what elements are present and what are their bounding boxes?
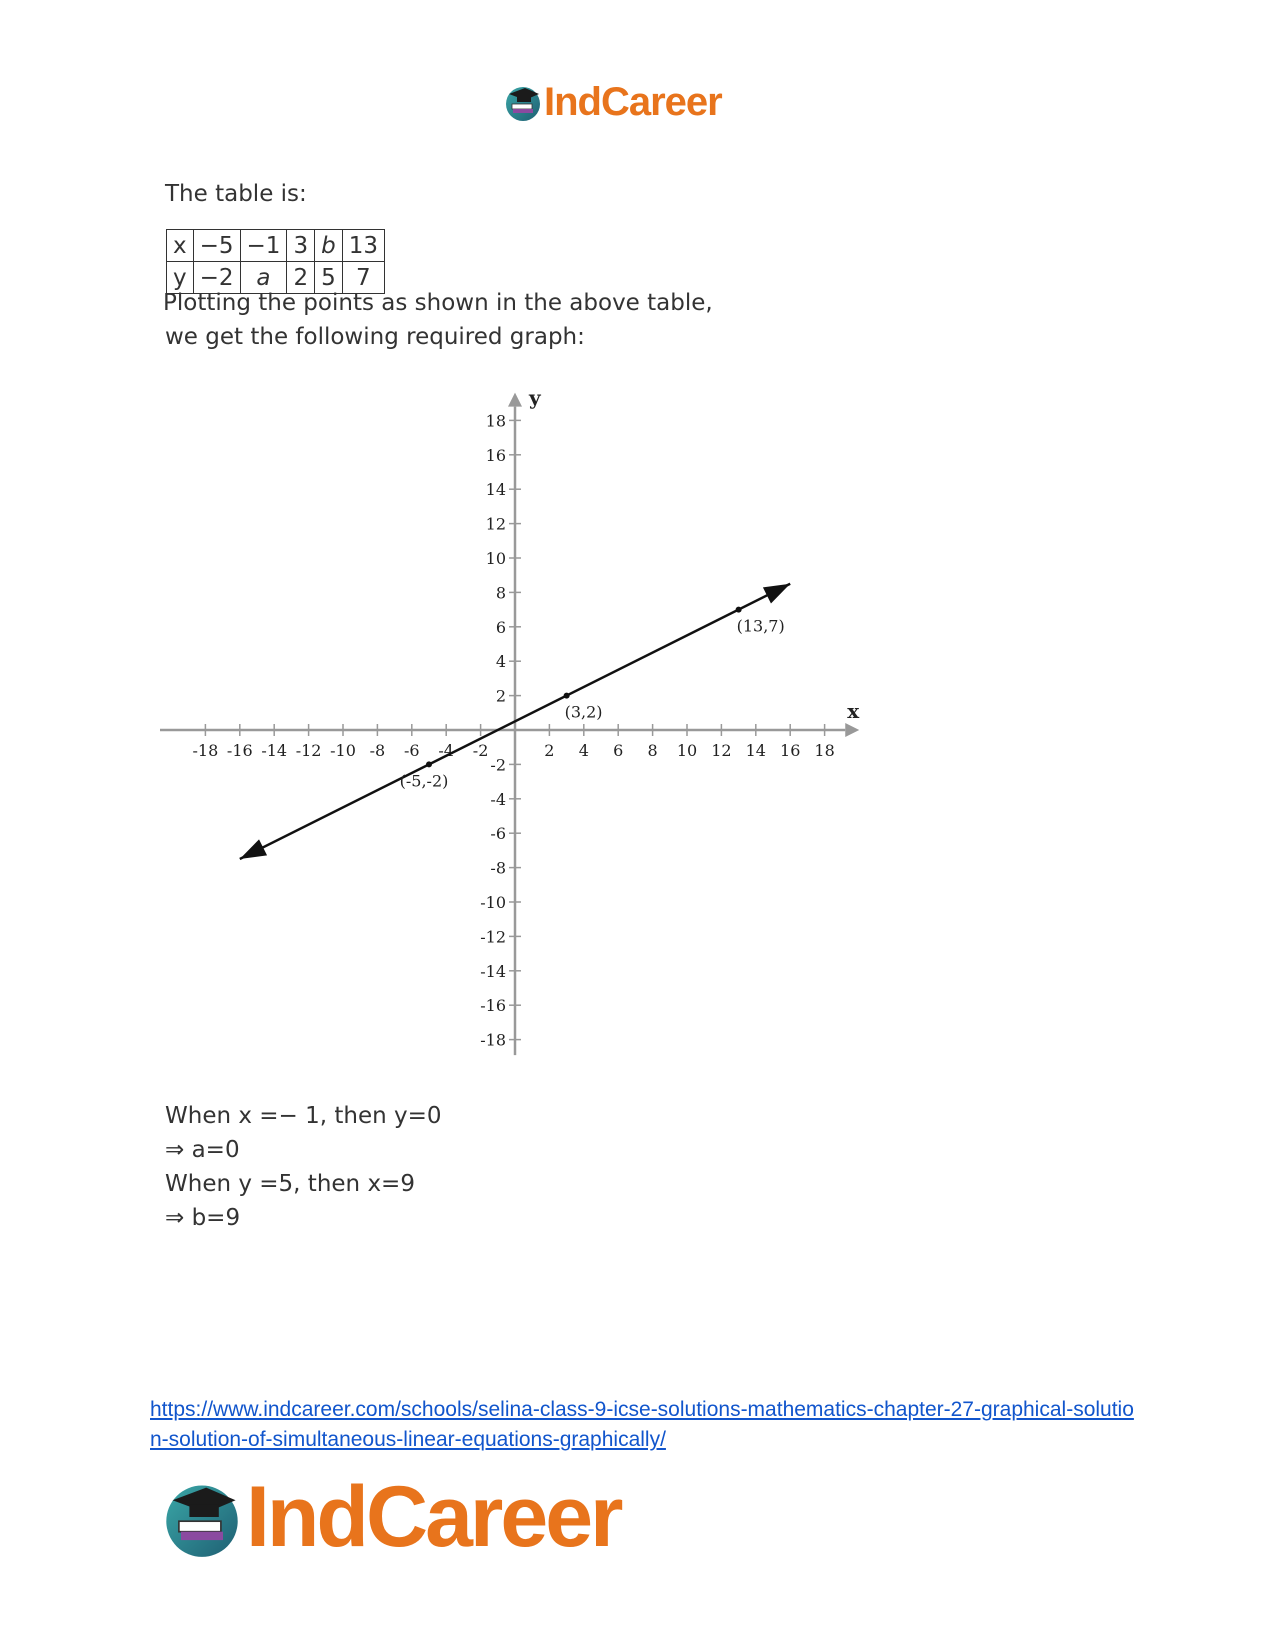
plot-text-line-2: we get the following required graph: <box>165 324 585 350</box>
table-cell: −1 <box>240 230 287 262</box>
y-tick-label: -8 <box>490 858 506 878</box>
y-tick-label: 8 <box>495 583 506 603</box>
solution-line-1: When x =− 1, then y=0 <box>165 1103 442 1129</box>
linear-graph <box>150 385 870 1085</box>
table-cell: 7 <box>342 262 384 294</box>
table-cell: −5 <box>193 230 240 262</box>
table-cell: −2 <box>193 262 240 294</box>
y-tick-label: -2 <box>490 755 506 775</box>
point-label: (13,7) <box>736 616 785 636</box>
x-tick-label: 18 <box>814 741 835 760</box>
indcareer-logo-bottom <box>160 1468 621 1565</box>
x-tick-label: 8 <box>647 741 658 760</box>
graduation-cap-icon <box>503 82 543 122</box>
logo-wordmark: IndCareer <box>544 79 722 124</box>
indcareer-logo-top <box>503 78 722 126</box>
point-label: (3,2) <box>564 702 603 722</box>
y-tick-label: 12 <box>485 514 506 534</box>
x-tick-label: -4 <box>438 741 454 760</box>
source-link[interactable]: https://www.indcareer.com/schools/selina-class-9-icse-solutions-mathematics-chapter-27-graphical-solution-solution-of-simultaneous-linear-equations-graphically/ <box>150 1398 1134 1451</box>
y-axis-label: y <box>529 385 541 410</box>
x-tick-label: -2 <box>472 741 489 760</box>
solution-line-2: ⇒ a=0 <box>165 1137 240 1163</box>
y-tick-label: -18 <box>480 1030 506 1050</box>
y-tick-label: 18 <box>485 411 506 431</box>
table-cell: 2 <box>287 262 315 294</box>
line-arrow-start <box>240 839 267 859</box>
x-tick-label: 2 <box>544 741 555 760</box>
x-tick-label: 10 <box>676 741 698 760</box>
x-tick-label: -18 <box>192 741 219 760</box>
y-tick-label: -10 <box>480 893 506 912</box>
y-tick-label: -14 <box>480 961 506 981</box>
x-tick-label: -12 <box>295 741 322 760</box>
data-point <box>426 761 432 767</box>
table-cell: b <box>315 230 343 262</box>
y-tick-label: 16 <box>485 445 506 465</box>
values-table <box>166 229 385 294</box>
table-row <box>167 262 385 294</box>
y-tick-label: -6 <box>490 824 506 844</box>
y-tick-label: -4 <box>490 789 506 809</box>
y-tick-label: -12 <box>480 927 506 947</box>
solution-line-4: ⇒ b=9 <box>165 1205 241 1231</box>
table-row <box>167 230 385 262</box>
x-tick-label: -16 <box>226 741 253 760</box>
x-axis-arrow <box>845 723 859 737</box>
table-cell: 3 <box>287 230 315 262</box>
x-tick-label: 12 <box>711 741 732 760</box>
data-point <box>564 693 570 699</box>
table-cell: 5 <box>315 262 343 294</box>
x-tick-label: 16 <box>780 741 801 760</box>
y-axis-arrow <box>508 393 522 407</box>
y-tick-label: 6 <box>495 617 506 637</box>
x-tick-label: -6 <box>404 741 420 760</box>
table-cell: x <box>167 230 194 262</box>
point-label: (-5,-2) <box>399 771 449 791</box>
x-axis-label: x <box>847 699 860 723</box>
x-tick-label: 4 <box>578 741 589 760</box>
y-tick-label: 4 <box>495 652 506 672</box>
plot-text-line-1: Plotting the points as shown in the above table, <box>163 290 713 316</box>
graduation-cap-icon <box>160 1475 244 1559</box>
x-tick-label: -14 <box>261 741 288 760</box>
logo-wordmark: IndCareer <box>246 1468 621 1565</box>
solution-line-3: When y =5, then x=9 <box>165 1171 415 1197</box>
line-arrow-end <box>763 584 790 604</box>
x-tick-label: -10 <box>330 741 356 760</box>
table-cell: a <box>240 262 287 294</box>
x-tick-label: 14 <box>745 741 766 760</box>
intro-text: The table is: <box>165 181 307 207</box>
x-tick-label: -8 <box>369 741 386 760</box>
y-tick-label: -16 <box>480 996 506 1016</box>
table-cell: 13 <box>342 230 384 262</box>
y-tick-label: 10 <box>485 549 506 568</box>
data-point <box>736 607 742 613</box>
y-tick-label: 14 <box>485 480 506 500</box>
x-tick-label: 6 <box>613 741 624 760</box>
table-cell: y <box>167 262 194 294</box>
y-tick-label: 2 <box>495 686 506 706</box>
